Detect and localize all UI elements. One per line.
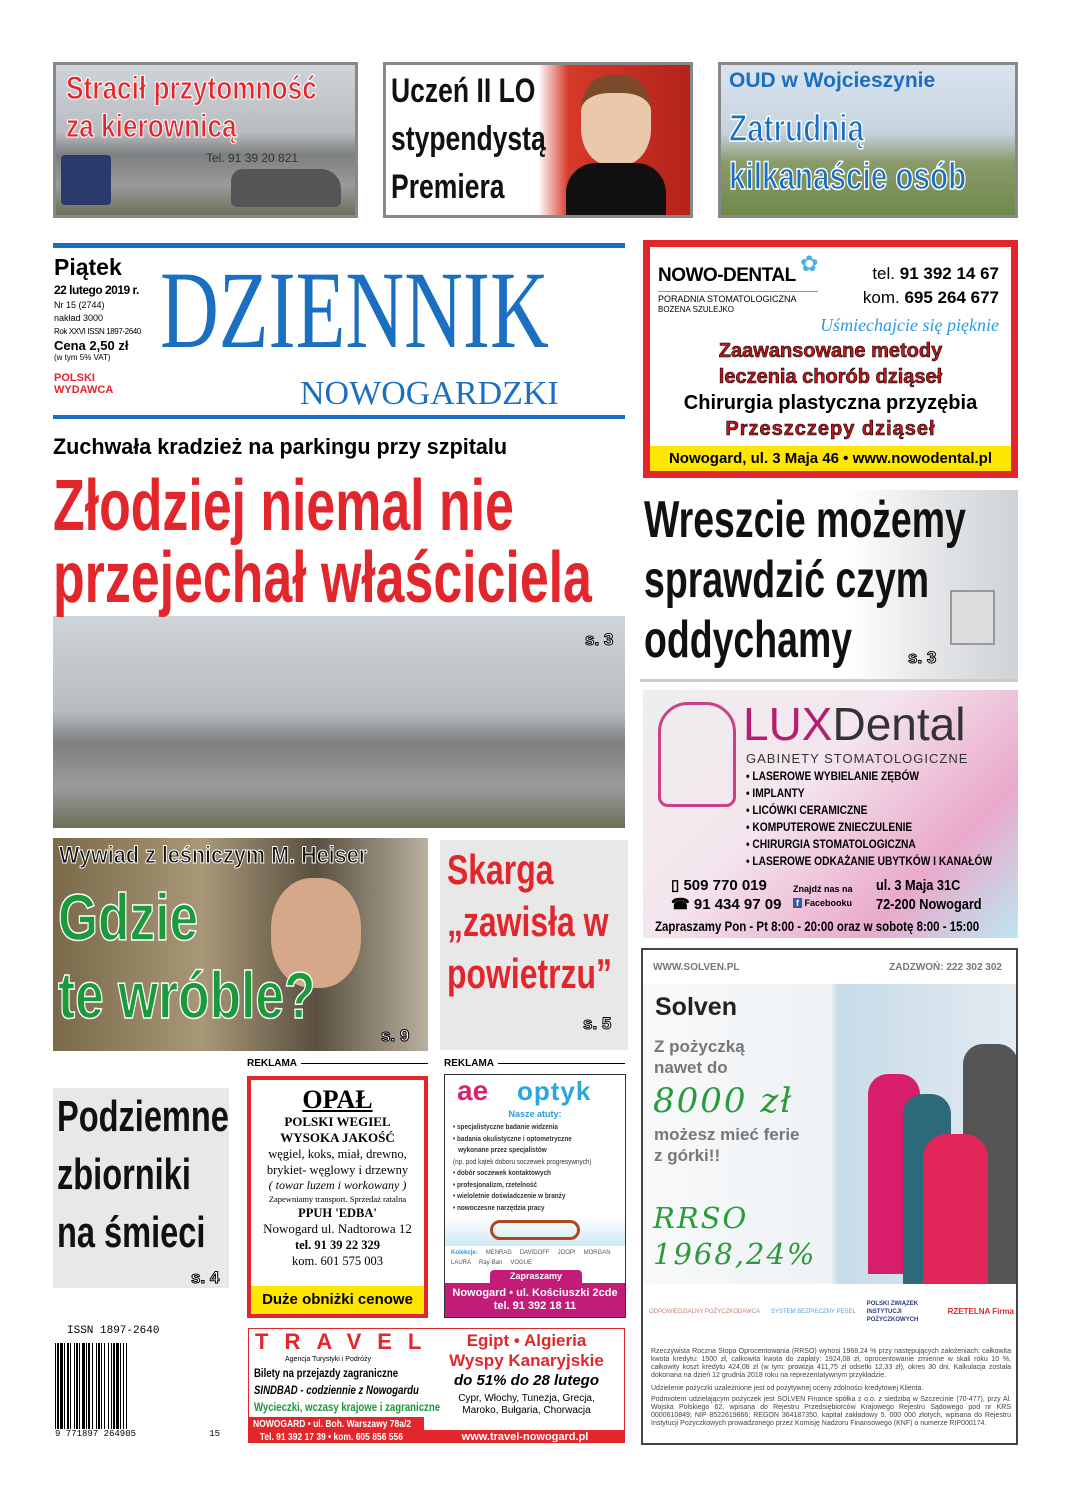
ad-line: Egipt • Algieria: [466, 1331, 587, 1350]
newspaper-subtitle: NOWOGARDZKI: [300, 375, 559, 412]
story-headline: oddychamy: [644, 611, 853, 669]
logo-pesel: SYSTEM BEZPIECZNY PESEL: [770, 1309, 856, 1315]
issue-price: Cena 2,50 zł: [54, 338, 129, 353]
legal-text: Podmiotem udzielającym pożyczek jest SOLVEN Finance spółka z o.o. z siedzibą w Szczecinie (70-477), przy Al. Wojska Polskiego 62, wpisana do Rejestru Przedsiębiorców Krajowego Rejestru Sądowego pod nr KRS 0000610849; NIP 8522619866; REGON 364187350, kapitał zakładowy 5. 000 000 złotych, wpisana do Rejestru Instytucji Pożyczkowych prowadzonego przez Komisję Nadzoru Finansowego (KNF) o numerze RIP000174.: [651, 1396, 1011, 1427]
ad-line: leczenia chorób dziąseł: [718, 366, 943, 388]
teaser-headline: za kierownicą: [66, 108, 237, 144]
rrso-value: 1968,24%: [653, 1237, 817, 1271]
ad-travel[interactable]: [248, 1328, 625, 1443]
solven-phone: ZADZWOŃ: 222 302 302: [889, 962, 1002, 973]
ad-line: Bilety na przejazdy zagraniczne: [254, 1366, 399, 1380]
legal-text: Udzielenie pożyczki uzależnione jest od pozytywnej oceny zdolności kredytowej Klienta.: [651, 1385, 924, 1392]
slogan: Uśmiechajcie się pięknie: [820, 315, 999, 335]
brand: MENRAD: [485, 1250, 512, 1256]
ad-line: SINDBAD - codziennie z Nowogardu: [254, 1383, 419, 1397]
label: tel.: [872, 264, 895, 283]
ad-line: Wycieczki, wczasy krajowe i zagraniczne: [254, 1400, 441, 1414]
optyk-head: Nasze atuty:: [508, 1109, 562, 1119]
logo-part: LUX: [743, 698, 833, 750]
ad-line: Z pożyczką: [654, 1037, 745, 1056]
label: kom.: [862, 288, 900, 307]
police-car-photo: [61, 155, 111, 205]
teaser-headline: kilkanaście osób: [729, 156, 967, 198]
issue-info: [54, 254, 159, 396]
teaser-headline: Uczeń II LO: [391, 72, 536, 110]
story-headline-line: powietrzu”: [447, 950, 612, 997]
facebook-icon: f: [793, 898, 802, 908]
ad-line: Przeszczepy dziąseł: [725, 418, 936, 440]
ad-nowodental[interactable]: [643, 240, 1018, 478]
divider: [301, 1063, 428, 1064]
story-complaint[interactable]: [440, 840, 628, 1050]
ad-line: brykiet- węglowy i drzewny: [266, 1163, 409, 1177]
masthead-rule-top: [53, 243, 625, 248]
address: ul. 3 Maja 31C: [876, 877, 961, 894]
issue-vat: (w tym 5% VAT): [54, 353, 111, 362]
page-ref[interactable]: s. 3: [908, 648, 937, 667]
sign-text: Tel. 91 39 20 821: [206, 151, 299, 165]
service-item: • LASEROWE ODKAŻANIE UBYTKÓW I KANAŁÓW: [746, 854, 993, 868]
glasses-photo: [445, 1216, 625, 1246]
brand: MORGAN: [583, 1250, 611, 1256]
issue-circulation: nakład 3000: [54, 313, 104, 323]
barcode-bars: [55, 1343, 220, 1429]
optyk-item: wykonane przez specjalistów: [458, 1145, 547, 1154]
tooth-icon: [658, 702, 736, 807]
optyk-item: • badania okulistyczne i optometryczne: [453, 1133, 572, 1143]
ad-line: Zaawansowane metody: [718, 340, 943, 362]
optyk-address: Nowogard • ul. Kościuszki 2cde: [452, 1287, 618, 1299]
service-item: • KOMPUTEROWE ZNIECZULENIE: [746, 820, 913, 834]
divider: [498, 1063, 625, 1064]
mobile: 695 264 677: [904, 288, 999, 307]
optyk-invite: Zapraszamy: [490, 1270, 582, 1283]
nowodental-phones: [863, 262, 999, 310]
ad-line: ( towar luzem i workowany ): [268, 1178, 407, 1192]
solven-logos: [649, 1300, 1014, 1324]
facebook-link[interactable]: [793, 882, 853, 910]
glasses-icon: [490, 1220, 580, 1240]
phone-icon: ☎: [671, 896, 690, 913]
issue-issn: Rok XXVI ISSN 1897-2640: [54, 327, 141, 336]
opal-title: OPAŁ: [302, 1085, 373, 1114]
ad-line: Wyspy Kanaryjskie: [449, 1351, 604, 1370]
fb-label: Facebooku: [804, 898, 853, 908]
solven-url[interactable]: WWW.SOLVEN.PL: [653, 962, 740, 973]
student-portrait: [581, 75, 651, 165]
service-item: • LICÓWKI CERAMICZNE: [746, 803, 868, 817]
phone: 91 392 14 67: [899, 264, 999, 283]
story-headline: sprawdzić czym: [644, 551, 930, 609]
ad-line: do 51% do 28 lutego: [453, 1372, 600, 1389]
service-item: • LASEROWE WYBIELANIE ZĘBÓW: [746, 769, 920, 783]
mobile-number: 509 770 019: [683, 877, 767, 894]
luxdental-logo: [743, 698, 965, 750]
fb-label: Znajdź nas na: [793, 884, 853, 894]
newspaper-title: DZIENNIK: [160, 249, 549, 371]
teaser-accident[interactable]: [53, 62, 358, 218]
lead-kicker: Zuchwała kradzież na parkingu przy szpitalu: [53, 434, 508, 459]
teaser-kicker: OUD w Wojcieszynie: [729, 69, 936, 92]
page-ref[interactable]: s. 3: [585, 630, 614, 649]
optyk-item: (np. pod kątek doboru soczewek progresywnych): [453, 1156, 592, 1166]
ad-label: [247, 1058, 428, 1069]
logo-part: Dental: [832, 698, 966, 750]
teaser-student[interactable]: [383, 62, 693, 218]
story-air-quality[interactable]: [640, 490, 1018, 682]
issue-date: 22 lutego 2019 r.: [54, 283, 139, 297]
travel-sub: Agencja Turystyki i Podróży: [285, 1356, 371, 1363]
barcode-bar: [126, 1343, 127, 1429]
ad-opal[interactable]: [247, 1076, 428, 1318]
travel-address: NOWOGARD • ul. Boh. Warszawy 78a/2: [253, 1419, 412, 1430]
optyk-item: • specjalistyczne badanie widzenia: [453, 1122, 558, 1131]
travel-url[interactable]: www.travel-nowogard.pl: [424, 1430, 625, 1443]
skier-photo: [923, 1134, 988, 1284]
lead-headline: [53, 466, 592, 618]
story-headline-line: Skarga: [447, 846, 554, 893]
ad-line: POLSKI WEGIEL: [284, 1114, 391, 1129]
story-headline: Wreszcie możemy: [644, 491, 966, 549]
optyk-logo: optyk: [517, 1076, 592, 1106]
ad-label-text: REKLAMA: [444, 1058, 494, 1069]
mobile-icon: ▯: [671, 877, 680, 894]
teaser-headline: Premiera: [391, 168, 505, 206]
optyk-phone: tel. 91 392 18 11: [493, 1300, 577, 1312]
ad-line: kom. 601 575 003: [292, 1254, 383, 1268]
barcode-digits: 9 771897 264905: [55, 1429, 137, 1439]
issue-day: Piątek: [54, 254, 122, 280]
logo-pzip: POLSKI ZWIĄZEK INSTYTUCJI POŻYCZKOWYCH: [866, 1301, 919, 1323]
story-headline-line: „zawisła w: [447, 898, 609, 945]
logo-responsible-lender: ODPOWIEDZIALNY POŻYCZKODAWCA: [649, 1309, 761, 1315]
brand: LAURA: [451, 1260, 472, 1266]
story-kicker: Wywiad z leśniczym M. Heiser: [59, 842, 368, 869]
page-ref[interactable]: s. 4: [191, 1268, 220, 1287]
student-suit: [566, 163, 666, 218]
story-headline-line: te wróble?: [58, 958, 316, 1032]
teaser-headline: Stracił przytomność: [66, 70, 317, 106]
logo-rzetelna-firma: RZETELNA Firma: [947, 1307, 1014, 1316]
ad-line: nawet do: [654, 1058, 728, 1077]
travel-logo: TRAVEL: [255, 1329, 438, 1354]
ad-line: Chirurgia plastyczna przyzębia: [683, 392, 978, 414]
nowodental-sub: PORADNIA STOMATOLOGICZNA: [658, 294, 797, 304]
ad-luxdental[interactable]: [643, 690, 1018, 938]
publisher-badge: [54, 372, 159, 396]
nowodental-footer: Nowogard, ul. 3 Maja 46 • www.nowodental.pl: [650, 446, 1011, 471]
ad-line: możesz mieć ferie: [654, 1125, 800, 1144]
nowodental-sub: BOŻENA SZULEJKO: [658, 305, 735, 314]
lead-headline-line: przejechał właściciela: [53, 538, 592, 618]
ad-line: Maroko, Bułgaria, Chorwacja: [462, 1405, 591, 1416]
ad-line: tel. 91 39 22 329: [294, 1238, 381, 1252]
butterfly-icon: ✿: [800, 251, 819, 276]
issn-barcode: [55, 1325, 220, 1443]
page-ref[interactable]: s. 5: [583, 1014, 612, 1033]
optyk-brands: [451, 1249, 621, 1267]
optyk-item: • nowoczesne narzędzia pracy: [453, 1202, 545, 1212]
story-bins[interactable]: [53, 1088, 229, 1288]
ad-line: WYSOKA JAKOŚĆ: [280, 1130, 395, 1145]
car-photo: [231, 169, 341, 207]
optyk-item: • dobór soczewek kontaktowych: [453, 1168, 551, 1177]
sensor-photo: [950, 590, 995, 645]
optyk-item: • profesjonalizm, rzetelność: [453, 1179, 538, 1189]
ad-line: Zapewniamy transport. Sprzedaż ratalna: [268, 1194, 407, 1204]
divider: [658, 291, 818, 292]
ad-line: Cypr, Włochy, Tunezja, Grecja,: [458, 1393, 595, 1404]
travel-phone: Tel. 91 392 17 39 • kom. 605 856 556: [259, 1432, 403, 1443]
legal-text: Rzeczywista Roczna Stopa Oprocentowania (RRSO) wynosi 1968,24 % przy następujących założeniach: całkowita kwota kredytu: 1500 zł, całkowita kwota do zapłaty: 1924,08 zł, oprocentowanie zmienne w skali roku 10 %, całkowity koszt kredytu 424,08 zł (w tym: prowizja 411,75 zł odsetki 12,33 zł), okres 30 dni. Kalkulacja została dokonana na dzień 12 grudnia 2018 roku na reprezentatywnym przykładzie.: [651, 1348, 1011, 1379]
ad-line: z górki!!: [654, 1146, 721, 1165]
luxdental-services: [746, 768, 992, 870]
opal-footer: Duże obniżki cenowe: [251, 1286, 424, 1314]
issue-number: Nr 15 (2744): [54, 300, 105, 310]
teaser-headline: stypendystą: [391, 120, 546, 158]
lead-headline-line: Złodziej niemal nie: [53, 466, 514, 546]
story-interview[interactable]: [53, 838, 428, 1051]
solven-logo: Solven: [655, 993, 737, 1021]
luxdental-sub: GABINETY STOMATOLOGICZNE: [746, 751, 969, 766]
brand: JOOP!: [557, 1250, 576, 1256]
solven-amount: 8000 zł: [653, 1081, 794, 1121]
story-headline-line: Gdzie: [58, 880, 199, 954]
lead-photo-parking: [53, 616, 625, 828]
issn-label: ISSN 1897-2640: [67, 1325, 160, 1337]
teaser-headline: Zatrudnią: [729, 108, 865, 150]
ad-line: PPUH 'EDBA': [298, 1206, 377, 1220]
rrso-label: RRSO: [653, 1201, 749, 1235]
ad-optyk[interactable]: [444, 1074, 626, 1318]
page-ref[interactable]: s. 9: [381, 1026, 410, 1045]
address: 72-200 Nowogard: [876, 896, 982, 913]
service-item: • CHIRURGIA STOMATOLOGICZNA: [746, 837, 916, 851]
story-headline-line: zbiorniki: [57, 1150, 191, 1199]
optyk-item: • wieloletnie doświadczenie w branży: [453, 1191, 566, 1200]
brand: DAVIDOFF: [519, 1250, 550, 1256]
story-headline: [58, 878, 315, 1034]
brand-label: Kolekcje:: [451, 1250, 478, 1256]
brand: Ray-Ban: [479, 1260, 503, 1266]
story-headline-line: na śmieci: [57, 1208, 206, 1257]
barcode-addon: 15: [209, 1429, 220, 1439]
ad-solven[interactable]: [641, 948, 1018, 1445]
teaser-jobs[interactable]: [718, 62, 1018, 218]
ad-line: Nowogard ul. Nadtorowa 12: [263, 1221, 412, 1236]
ad-label-text: REKLAMA: [247, 1058, 297, 1069]
ad-line: węgiel, koks, miał, drewno,: [268, 1147, 407, 1161]
ad-label: [444, 1058, 625, 1069]
service-item: • IMPLANTY: [746, 786, 805, 800]
nowodental-logo: NOWO-DENTAL: [658, 265, 796, 286]
publisher-badge-line: WYDAWCA: [54, 384, 114, 396]
phone-number: 91 434 97 09: [693, 896, 782, 913]
story-headline-line: Podziemne: [57, 1092, 229, 1141]
publisher-badge-line: POLSKI: [54, 372, 95, 384]
opening-hours: Zapraszamy Pon - Pt 8:00 - 20:00 oraz w sobotę 8:00 - 15:00: [655, 918, 980, 934]
optyk-logo-mark: ae: [457, 1075, 489, 1106]
masthead-rule-bottom: [53, 415, 625, 419]
brand: VOGUE: [510, 1260, 533, 1266]
